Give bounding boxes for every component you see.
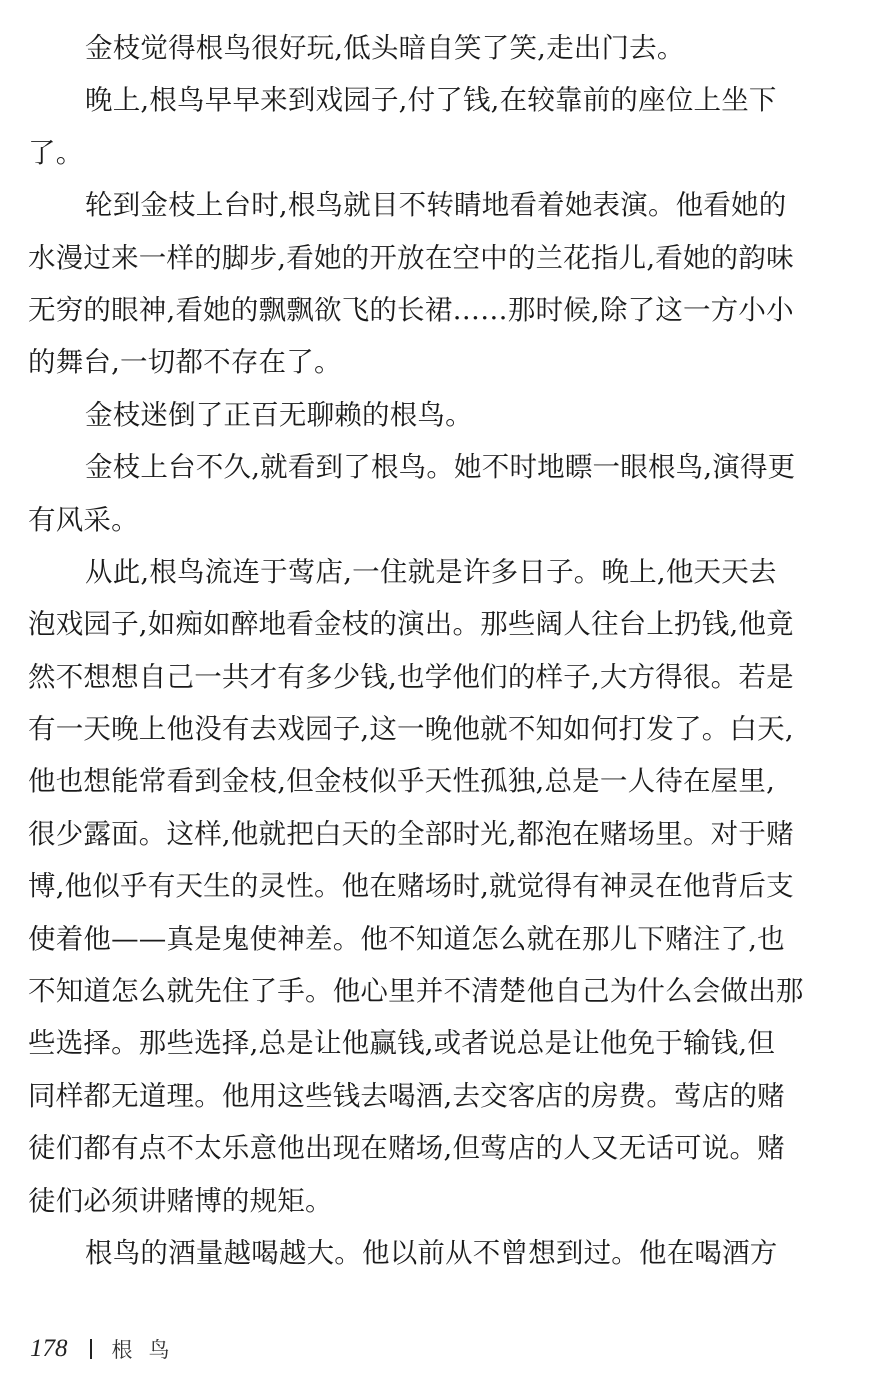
text-line: 然不想想自己一共才有多少钱,也学他们的样子,大方得很。若是: [28, 660, 794, 693]
text-line: 同样都无道理。他用这些钱去喝酒,去交客店的房费。莺店的赌: [28, 1079, 785, 1112]
text-line: 金枝迷倒了正百无聊赖的根鸟。: [85, 398, 473, 431]
text-line: 了。: [28, 136, 84, 169]
page-body: [28, 22, 844, 1279]
page-footer: [30, 1332, 186, 1366]
text-line: 些选择。那些选择,总是让他赢钱,或者说总是让他免于输钱,但: [28, 1027, 776, 1060]
text-line: 有一天晚上他没有去戏园子,这一晚他就不知如何打发了。白天,: [28, 713, 794, 746]
text-line: 徒们都有点不太乐意他出现在赌场,但莺店的人又无话可说。赌: [28, 1132, 785, 1165]
text-line: 晚上,根鸟早早来到戏园子,付了钱,在较靠前的座位上坐下: [85, 84, 777, 117]
text-line: 从此,根鸟流连于莺店,一住就是许多日子。晚上,他天天去: [85, 555, 777, 588]
text-line: 他也想能常看到金枝,但金枝似乎天性孤独,总是一人待在屋里,: [28, 765, 776, 798]
text-line: 的舞台,一切都不存在了。: [28, 346, 342, 379]
text-line: 博,他似乎有天生的灵性。他在赌场时,就觉得有神灵在他背后支: [28, 870, 794, 903]
text-line: 金枝觉得根鸟很好玩,低头暗自笑了笑,走出门去。: [85, 32, 685, 64]
text-line: 金枝上台不久,就看到了根鸟。她不时地瞟一眼根鸟,演得更: [85, 451, 796, 484]
text-line: 很少露面。这样,他就把白天的全部时光,都泡在赌场里。对于赌: [28, 817, 794, 850]
text-line: 徒们必须讲赌博的规矩。: [28, 1184, 333, 1217]
text-line: 有风采。: [28, 503, 139, 536]
text-line: 不知道怎么就先住了手。他心里并不清楚他自己为什么会做出那: [28, 975, 804, 1008]
text-line: 轮到金枝上台时,根鸟就目不转睛地看着她表演。他看她的: [85, 189, 787, 222]
footer-divider: [90, 1339, 92, 1359]
text-line: 使着他——真是鬼使神差。他不知道怎么就在那儿下赌注了,也: [28, 922, 785, 955]
page-number: 178: [30, 1335, 68, 1362]
text-line: 根鸟的酒量越喝越大。他以前从不曾想到过。他在喝酒方: [85, 1236, 778, 1269]
running-title: 根鸟: [111, 1338, 186, 1362]
text-line: 水漫过来一样的脚步,看她的开放在空中的兰花指儿,看她的韵味: [28, 241, 794, 274]
text-line: 无穷的眼神,看她的飘飘欲飞的长裙……那时候,除了这一方小小: [28, 293, 794, 326]
text-line: 泡戏园子,如痴如醉地看金枝的演出。那些阔人往台上扔钱,他竟: [28, 608, 794, 641]
